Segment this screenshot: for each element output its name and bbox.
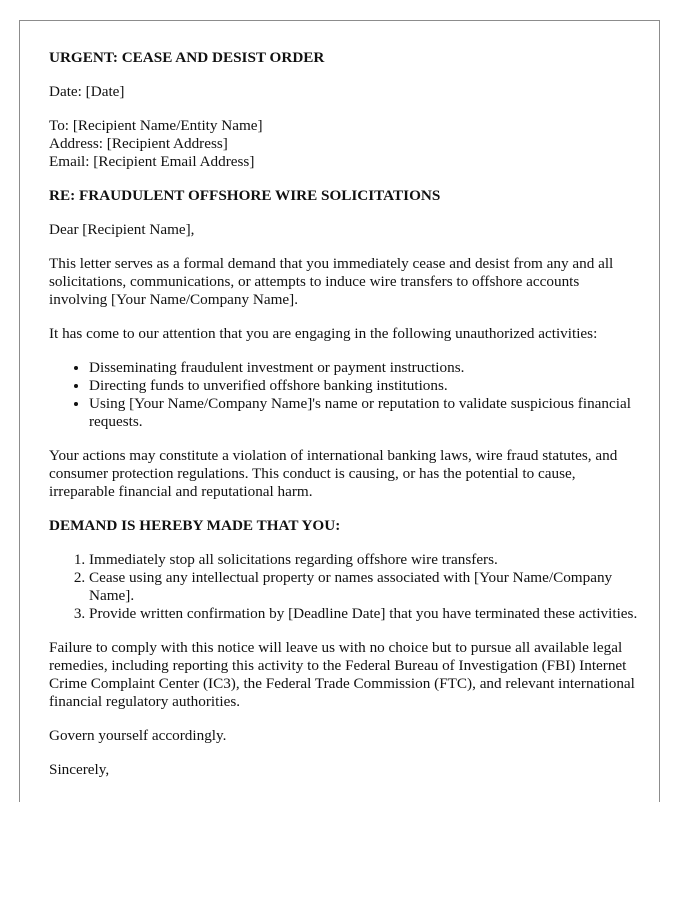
list-item: 2. Cease using any intellectual property or names associated with [Your Name/Company Name].: [89, 569, 639, 605]
salutation: Dear [Recipient Name],: [49, 221, 195, 238]
demands-list: [49, 551, 639, 623]
recipient-block: [49, 117, 639, 171]
demand-heading: DEMAND IS HEREBY MADE THAT YOU:: [49, 517, 341, 534]
list-item: • Disseminating fraudulent investment or payment instructions.: [89, 359, 639, 377]
list-item: • Using [Your Name/Company Name]'s name or reputation to validate suspicious financial requests.: [89, 395, 639, 431]
list-item: 3. Provide written confirmation by [Deadline Date] that you have terminated these activities.: [89, 605, 639, 623]
date-line: Date: [Date]: [49, 83, 125, 100]
recipient-address-line: Address: [Recipient Address]: [49, 135, 228, 152]
recipient-to-line: To: [Recipient Name/Entity Name]: [49, 117, 263, 134]
failure-paragraph: Failure to comply with this notice will leave us with no choice but to pursue all available legal remedies, including reporting this activity to the Federal Bureau of Investigation (FBI) Internet Crime Complaint Center (IC3), the Federal Trade Commission (FTC), and relevant international financial regulatory authorities.: [49, 639, 635, 710]
subject-line: RE: FRAUDULENT OFFSHORE WIRE SOLICITATIONS: [49, 187, 441, 204]
activities-list: [49, 359, 639, 431]
govern-line: Govern yourself accordingly.: [49, 727, 227, 744]
recipient-email-line: Email: [Recipient Email Address]: [49, 153, 255, 170]
intro-paragraph: This letter serves as a formal demand that you immediately cease and desist from any and all solicitations, communications, or attempts to induce wire transfers to offshore accounts involving [Your Name/Company Name].: [49, 255, 614, 308]
list-item: • Directing funds to unverified offshore banking institutions.: [89, 377, 639, 395]
violation-paragraph: Your actions may constitute a violation of international banking laws, wire fraud statutes, and consumer protection regulations. This conduct is causing, or has the potential to cause, irreparable financial and reputational harm.: [49, 447, 618, 500]
letter-page: [19, 20, 660, 802]
letter-body: [49, 49, 639, 795]
closing-line: Sincerely,: [49, 761, 110, 778]
letter-heading: URGENT: CEASE AND DESIST ORDER: [49, 49, 325, 66]
attention-paragraph: It has come to our attention that you are engaging in the following unauthorized activities:: [49, 325, 598, 342]
list-item: 1. Immediately stop all solicitations regarding offshore wire transfers.: [89, 551, 639, 569]
